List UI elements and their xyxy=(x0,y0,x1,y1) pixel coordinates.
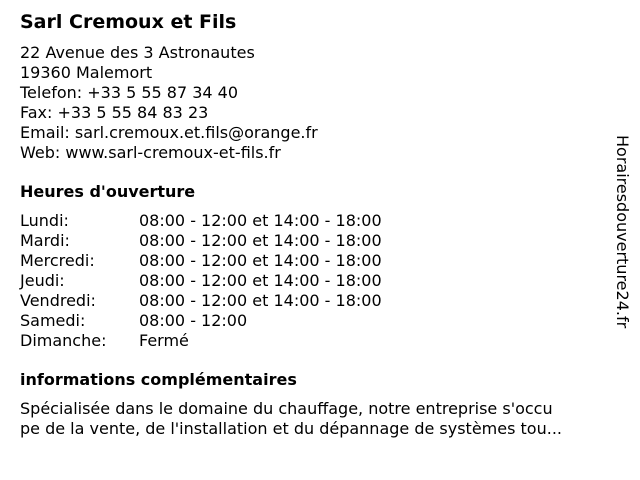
hours-time: 08:00 - 12:00 xyxy=(139,311,248,330)
web-line: Web: www.sarl-cremoux-et-fils.fr xyxy=(20,143,281,162)
additional-info-heading: informations complémentaires xyxy=(20,370,297,389)
hours-row-sunday xyxy=(20,331,610,351)
hours-time: 08:00 - 12:00 et 14:00 - 18:00 xyxy=(139,211,382,230)
phone-line: Telefon: +33 5 55 87 34 40 xyxy=(20,83,239,102)
business-card xyxy=(20,10,610,439)
hours-time: 08:00 - 12:00 et 14:00 - 18:00 xyxy=(139,291,382,310)
hours-row-friday xyxy=(20,291,610,311)
hours-row-saturday xyxy=(20,311,610,331)
hours-day: Mercredi: xyxy=(20,251,95,270)
opening-hours-heading: Heures d'ouverture xyxy=(20,182,196,201)
street-address: 22 Avenue des 3 Astronautes xyxy=(20,43,255,62)
hours-row-monday xyxy=(20,211,610,231)
hours-row-tuesday xyxy=(20,231,610,251)
business-description xyxy=(20,399,610,439)
hours-row-thursday xyxy=(20,271,610,291)
business-name: Sarl Cremoux et Fils xyxy=(20,11,237,33)
hours-day: Dimanche: xyxy=(20,331,107,350)
hours-day: Vendredi: xyxy=(20,291,96,310)
site-brand-watermark: Horairesdouverture24.fr xyxy=(613,135,632,329)
hours-time: 08:00 - 12:00 et 14:00 - 18:00 xyxy=(139,231,382,250)
email-line: Email: sarl.cremoux.et.fils@orange.fr xyxy=(20,123,318,142)
hours-time: Fermé xyxy=(139,331,189,350)
contact-block xyxy=(20,43,610,163)
description-line-1: Spécialisée dans le domaine du chauffage, notre entreprise s'occu xyxy=(20,399,553,418)
opening-hours-table xyxy=(20,211,610,351)
hours-time: 08:00 - 12:00 et 14:00 - 18:00 xyxy=(139,251,382,270)
hours-day: Samedi: xyxy=(20,311,86,330)
hours-day: Jeudi: xyxy=(20,271,65,290)
postal-city: 19360 Malemort xyxy=(20,63,153,82)
hours-time: 08:00 - 12:00 et 14:00 - 18:00 xyxy=(139,271,382,290)
hours-day: Mardi: xyxy=(20,231,70,250)
description-line-2: pe de la vente, de l'installation et du dépannage de systèmes tou... xyxy=(20,419,562,438)
fax-line: Fax: +33 5 55 84 83 23 xyxy=(20,103,209,122)
hours-row-wednesday xyxy=(20,251,610,271)
hours-day: Lundi: xyxy=(20,211,69,230)
